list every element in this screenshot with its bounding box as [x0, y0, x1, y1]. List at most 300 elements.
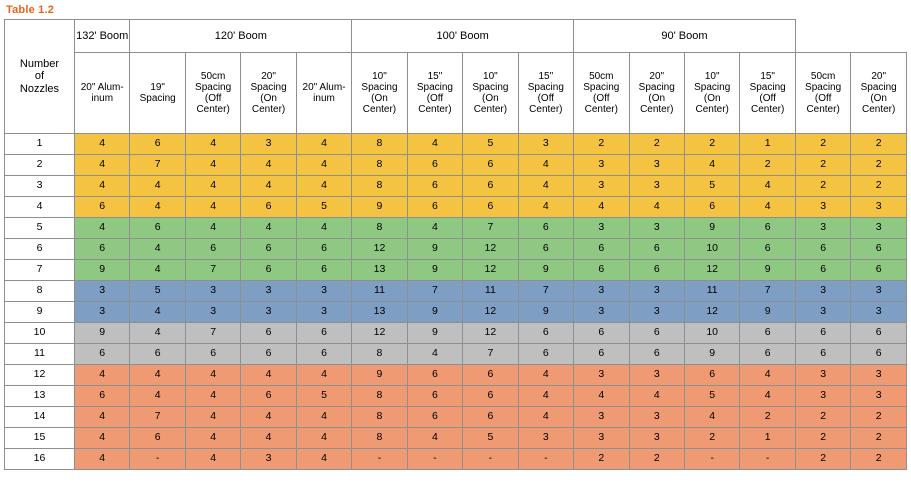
- data-cell: 10: [684, 323, 739, 344]
- data-cell: 9: [407, 323, 462, 344]
- data-cell: 4: [574, 197, 629, 218]
- data-cell: 7: [185, 323, 240, 344]
- data-cell: 2: [740, 155, 795, 176]
- table-row: [5, 365, 907, 386]
- data-cell: 6: [795, 260, 850, 281]
- data-cell: 6: [241, 323, 296, 344]
- data-cell: 6: [130, 428, 185, 449]
- data-cell: 4: [74, 365, 129, 386]
- data-cell: 6: [629, 260, 684, 281]
- data-cell: 1: [740, 428, 795, 449]
- data-cell: 6: [74, 239, 129, 260]
- data-cell: 8: [352, 428, 407, 449]
- data-cell: 4: [684, 407, 739, 428]
- data-cell: 12: [352, 239, 407, 260]
- data-cell: 3: [74, 281, 129, 302]
- data-cell: -: [740, 449, 795, 470]
- data-cell: 6: [518, 239, 573, 260]
- data-cell: 2: [851, 407, 907, 428]
- header-sub-5: 10" Spacing (On Center): [352, 53, 407, 134]
- data-cell: 6: [851, 260, 907, 281]
- data-cell: 7: [130, 407, 185, 428]
- data-cell: 3: [851, 218, 907, 239]
- data-cell: 4: [629, 197, 684, 218]
- data-cell: 6: [241, 386, 296, 407]
- data-cell: 6: [296, 260, 351, 281]
- data-cell: 4: [185, 407, 240, 428]
- data-cell: 3: [241, 281, 296, 302]
- table-body: [5, 134, 907, 470]
- data-cell: 4: [185, 449, 240, 470]
- row-number-cell: 14: [5, 407, 75, 428]
- data-cell: 9: [740, 302, 795, 323]
- row-number-cell: 10: [5, 323, 75, 344]
- data-cell: 4: [684, 155, 739, 176]
- data-cell: 5: [463, 134, 518, 155]
- data-cell: 4: [185, 176, 240, 197]
- data-cell: 7: [130, 155, 185, 176]
- data-cell: 4: [296, 218, 351, 239]
- header-corner-label-line1: Number: [19, 58, 60, 71]
- data-cell: 6: [795, 323, 850, 344]
- table-row: [5, 323, 907, 344]
- data-cell: 4: [241, 155, 296, 176]
- header-sub-8: 15" Spacing (Off Center): [518, 53, 573, 134]
- data-cell: 2: [629, 134, 684, 155]
- header-group-132-boom: 132' Boom: [74, 20, 129, 53]
- data-cell: 4: [185, 365, 240, 386]
- data-cell: 4: [518, 197, 573, 218]
- header-group-90-boom: 90' Boom: [574, 20, 796, 53]
- data-cell: 4: [296, 449, 351, 470]
- data-cell: 4: [74, 155, 129, 176]
- data-cell: 3: [574, 155, 629, 176]
- data-cell: 7: [463, 344, 518, 365]
- data-cell: 10: [684, 239, 739, 260]
- data-cell: 3: [851, 197, 907, 218]
- data-cell: 9: [740, 260, 795, 281]
- data-cell: 6: [574, 344, 629, 365]
- data-cell: 4: [74, 134, 129, 155]
- data-cell: 7: [185, 260, 240, 281]
- data-cell: 2: [684, 428, 739, 449]
- data-cell: 4: [185, 134, 240, 155]
- data-cell: 4: [740, 365, 795, 386]
- data-cell: 9: [684, 218, 739, 239]
- data-cell: 5: [684, 176, 739, 197]
- data-cell: 4: [130, 239, 185, 260]
- row-number-cell: 6: [5, 239, 75, 260]
- data-cell: 8: [352, 134, 407, 155]
- data-cell: 4: [740, 176, 795, 197]
- data-cell: 4: [130, 176, 185, 197]
- data-cell: 6: [795, 344, 850, 365]
- table-row: [5, 281, 907, 302]
- data-cell: 3: [296, 302, 351, 323]
- data-cell: 6: [574, 239, 629, 260]
- row-number-cell: 11: [5, 344, 75, 365]
- data-cell: 2: [574, 449, 629, 470]
- header-sub-3: 20" Spacing (On Center): [241, 53, 296, 134]
- data-cell: 9: [74, 260, 129, 281]
- data-cell: 4: [407, 218, 462, 239]
- data-cell: 9: [407, 302, 462, 323]
- data-cell: 2: [740, 407, 795, 428]
- data-cell: 3: [629, 155, 684, 176]
- data-cell: 6: [74, 386, 129, 407]
- data-cell: 3: [795, 386, 850, 407]
- data-cell: 6: [296, 323, 351, 344]
- data-cell: 3: [629, 428, 684, 449]
- data-cell: 6: [574, 260, 629, 281]
- data-cell: -: [352, 449, 407, 470]
- data-cell: 12: [684, 260, 739, 281]
- data-cell: 6: [407, 386, 462, 407]
- data-cell: 3: [241, 302, 296, 323]
- data-cell: 4: [185, 218, 240, 239]
- data-cell: 2: [851, 428, 907, 449]
- data-cell: 6: [463, 176, 518, 197]
- data-cell: 4: [74, 449, 129, 470]
- data-cell: 3: [574, 176, 629, 197]
- data-cell: 3: [629, 365, 684, 386]
- data-cell: 3: [629, 302, 684, 323]
- data-cell: 4: [241, 218, 296, 239]
- data-cell: 3: [851, 281, 907, 302]
- data-cell: 4: [296, 407, 351, 428]
- data-cell: 4: [296, 428, 351, 449]
- row-number-cell: 15: [5, 428, 75, 449]
- data-cell: 4: [740, 386, 795, 407]
- data-cell: 6: [407, 365, 462, 386]
- data-cell: 5: [684, 386, 739, 407]
- data-cell: 6: [130, 134, 185, 155]
- data-cell: 6: [463, 386, 518, 407]
- data-cell: 4: [241, 176, 296, 197]
- data-cell: 2: [795, 134, 850, 155]
- data-cell: 6: [407, 176, 462, 197]
- data-cell: 5: [130, 281, 185, 302]
- row-number-cell: 5: [5, 218, 75, 239]
- row-number-cell: 4: [5, 197, 75, 218]
- data-cell: 3: [574, 428, 629, 449]
- data-cell: 4: [185, 386, 240, 407]
- data-cell: 2: [795, 428, 850, 449]
- data-cell: 9: [518, 302, 573, 323]
- data-cell: 7: [463, 218, 518, 239]
- data-cell: -: [684, 449, 739, 470]
- data-cell: 7: [518, 281, 573, 302]
- data-cell: 4: [518, 155, 573, 176]
- data-cell: 6: [463, 407, 518, 428]
- data-cell: 6: [463, 365, 518, 386]
- data-cell: 4: [185, 428, 240, 449]
- table-caption: Table 1.2: [6, 4, 55, 16]
- data-cell: 6: [241, 260, 296, 281]
- data-cell: 6: [851, 239, 907, 260]
- data-cell: 3: [185, 302, 240, 323]
- data-cell: 6: [629, 239, 684, 260]
- data-cell: 6: [407, 407, 462, 428]
- header-group-120-boom: 120' Boom: [130, 20, 352, 53]
- header-sub-13: 50cm Spacing (Off Center): [795, 53, 850, 134]
- header-corner-nozzles: [5, 20, 75, 134]
- data-cell: 6: [463, 155, 518, 176]
- data-cell: 4: [296, 155, 351, 176]
- data-cell: 11: [352, 281, 407, 302]
- data-cell: 3: [185, 281, 240, 302]
- row-number-cell: 16: [5, 449, 75, 470]
- data-cell: -: [518, 449, 573, 470]
- header-corner-label-line2: of: [34, 70, 45, 83]
- data-cell: 3: [795, 281, 850, 302]
- data-cell: 2: [851, 134, 907, 155]
- data-cell: 6: [130, 218, 185, 239]
- data-cell: -: [130, 449, 185, 470]
- data-cell: 4: [241, 407, 296, 428]
- table-row: [5, 218, 907, 239]
- header-sub-7: 10" Spacing (On Center): [463, 53, 518, 134]
- data-cell: 4: [407, 428, 462, 449]
- data-cell: 3: [574, 281, 629, 302]
- table-row: [5, 197, 907, 218]
- data-cell: 6: [74, 197, 129, 218]
- data-cell: 11: [463, 281, 518, 302]
- row-number-cell: 12: [5, 365, 75, 386]
- data-cell: 6: [740, 239, 795, 260]
- data-cell: 4: [185, 155, 240, 176]
- data-cell: 6: [740, 344, 795, 365]
- data-cell: 3: [795, 302, 850, 323]
- data-cell: 6: [74, 344, 129, 365]
- data-cell: 6: [130, 344, 185, 365]
- header-sub-6: 15" Spacing (Off Center): [407, 53, 462, 134]
- data-cell: 2: [684, 134, 739, 155]
- table-row: [5, 176, 907, 197]
- data-cell: 7: [740, 281, 795, 302]
- data-cell: 9: [518, 260, 573, 281]
- data-cell: 6: [684, 197, 739, 218]
- header-sub-1: 19" Spacing: [130, 53, 185, 134]
- data-cell: 4: [518, 365, 573, 386]
- data-cell: 11: [684, 281, 739, 302]
- data-cell: 6: [574, 323, 629, 344]
- data-cell: 12: [352, 323, 407, 344]
- data-cell: 6: [241, 197, 296, 218]
- data-cell: 3: [241, 134, 296, 155]
- data-cell: 6: [795, 239, 850, 260]
- data-cell: 3: [795, 365, 850, 386]
- data-cell: 12: [463, 239, 518, 260]
- data-cell: 9: [352, 197, 407, 218]
- data-cell: 4: [74, 407, 129, 428]
- data-cell: 7: [407, 281, 462, 302]
- data-cell: 6: [684, 365, 739, 386]
- table-row: [5, 134, 907, 155]
- data-cell: 2: [629, 449, 684, 470]
- data-cell: 9: [74, 323, 129, 344]
- header-sub-14: 20" Spacing (On Center): [851, 53, 907, 134]
- header-sub-9: 50cm Spacing (Off Center): [574, 53, 629, 134]
- row-number-cell: 1: [5, 134, 75, 155]
- data-cell: 3: [851, 386, 907, 407]
- data-cell: 3: [629, 281, 684, 302]
- data-cell: 8: [352, 155, 407, 176]
- header-sub-0: 20" Alum-inum: [74, 53, 129, 134]
- data-cell: 4: [296, 176, 351, 197]
- table-row: [5, 449, 907, 470]
- data-cell: 8: [352, 407, 407, 428]
- data-cell: 4: [130, 365, 185, 386]
- data-cell: 9: [352, 365, 407, 386]
- data-cell: 3: [296, 281, 351, 302]
- data-cell: 2: [795, 449, 850, 470]
- data-cell: 4: [518, 386, 573, 407]
- data-cell: 3: [795, 218, 850, 239]
- data-cell: 8: [352, 344, 407, 365]
- data-cell: 8: [352, 176, 407, 197]
- row-number-cell: 13: [5, 386, 75, 407]
- data-cell: 1: [740, 134, 795, 155]
- data-cell: 2: [851, 449, 907, 470]
- header-sub-2: 50cm Spacing (Off Center): [185, 53, 240, 134]
- data-cell: 6: [407, 197, 462, 218]
- header-sub-4: 20" Alum-inum: [296, 53, 351, 134]
- data-cell: -: [407, 449, 462, 470]
- data-cell: 6: [296, 239, 351, 260]
- data-cell: 4: [185, 197, 240, 218]
- data-cell: 6: [518, 218, 573, 239]
- data-cell: 4: [296, 365, 351, 386]
- data-cell: 4: [130, 386, 185, 407]
- row-number-cell: 3: [5, 176, 75, 197]
- table-row: [5, 344, 907, 365]
- data-cell: 6: [629, 344, 684, 365]
- data-cell: 3: [574, 218, 629, 239]
- data-cell: 6: [463, 197, 518, 218]
- header-row-groups: [5, 20, 907, 53]
- data-cell: 5: [296, 197, 351, 218]
- data-cell: 4: [241, 365, 296, 386]
- data-cell: 4: [130, 302, 185, 323]
- data-cell: 3: [74, 302, 129, 323]
- data-cell: 2: [851, 176, 907, 197]
- data-cell: 9: [407, 260, 462, 281]
- data-cell: 3: [851, 365, 907, 386]
- data-cell: 4: [407, 344, 462, 365]
- data-cell: 4: [407, 134, 462, 155]
- table-row: [5, 386, 907, 407]
- data-cell: 4: [629, 386, 684, 407]
- data-cell: 4: [296, 134, 351, 155]
- data-cell: 4: [518, 176, 573, 197]
- data-cell: 3: [518, 134, 573, 155]
- data-cell: 3: [629, 218, 684, 239]
- data-cell: 3: [629, 176, 684, 197]
- data-cell: 4: [241, 428, 296, 449]
- data-cell: 3: [629, 407, 684, 428]
- header-sub-11: 10" Spacing (On Center): [684, 53, 739, 134]
- data-cell: 6: [851, 323, 907, 344]
- data-cell: 13: [352, 260, 407, 281]
- data-cell: 6: [518, 344, 573, 365]
- table-row: [5, 407, 907, 428]
- data-cell: 6: [185, 239, 240, 260]
- data-cell: 12: [463, 302, 518, 323]
- data-cell: 4: [74, 428, 129, 449]
- data-cell: 6: [740, 218, 795, 239]
- header-corner-label-line3: Nozzles: [19, 82, 60, 95]
- table-row: [5, 239, 907, 260]
- data-cell: 4: [574, 386, 629, 407]
- data-cell: 3: [851, 302, 907, 323]
- header-sub-12: 15" Spacing (Off Center): [740, 53, 795, 134]
- data-cell: 6: [241, 239, 296, 260]
- data-cell: 13: [352, 302, 407, 323]
- data-cell: 6: [185, 344, 240, 365]
- row-number-cell: 8: [5, 281, 75, 302]
- data-cell: 2: [795, 176, 850, 197]
- data-cell: 12: [684, 302, 739, 323]
- data-cell: 3: [518, 428, 573, 449]
- data-cell: 3: [795, 197, 850, 218]
- data-cell: 6: [851, 344, 907, 365]
- row-number-cell: 9: [5, 302, 75, 323]
- data-cell: 4: [130, 260, 185, 281]
- data-cell: 2: [574, 134, 629, 155]
- data-cell: 4: [74, 218, 129, 239]
- data-cell: 6: [518, 323, 573, 344]
- table-header: [5, 20, 907, 134]
- row-number-cell: 2: [5, 155, 75, 176]
- data-cell: 6: [241, 344, 296, 365]
- data-cell: -: [463, 449, 518, 470]
- data-cell: 12: [463, 260, 518, 281]
- table-row: [5, 260, 907, 281]
- data-cell: 12: [463, 323, 518, 344]
- data-cell: 6: [629, 323, 684, 344]
- data-cell: 4: [518, 407, 573, 428]
- data-cell: 5: [296, 386, 351, 407]
- data-cell: 3: [574, 365, 629, 386]
- data-cell: 2: [851, 155, 907, 176]
- data-cell: 4: [74, 176, 129, 197]
- data-cell: 5: [463, 428, 518, 449]
- data-cell: 6: [407, 155, 462, 176]
- row-number-cell: 7: [5, 260, 75, 281]
- data-cell: 3: [574, 407, 629, 428]
- data-cell: 8: [352, 218, 407, 239]
- table-row: [5, 428, 907, 449]
- data-cell: 4: [740, 197, 795, 218]
- header-sub-10: 20" Spacing (On Center): [629, 53, 684, 134]
- header-row-subheads: [5, 53, 907, 134]
- data-cell: 2: [795, 407, 850, 428]
- data-cell: 2: [795, 155, 850, 176]
- header-group-100-boom: 100' Boom: [352, 20, 574, 53]
- data-cell: 8: [352, 386, 407, 407]
- data-cell: 9: [407, 239, 462, 260]
- data-cell: 9: [684, 344, 739, 365]
- table-row: [5, 155, 907, 176]
- data-cell: 6: [740, 323, 795, 344]
- table-row: [5, 302, 907, 323]
- data-cell: 3: [574, 302, 629, 323]
- nozzle-count-table: [4, 19, 907, 470]
- data-cell: 4: [130, 197, 185, 218]
- data-cell: 4: [130, 323, 185, 344]
- data-cell: 6: [296, 344, 351, 365]
